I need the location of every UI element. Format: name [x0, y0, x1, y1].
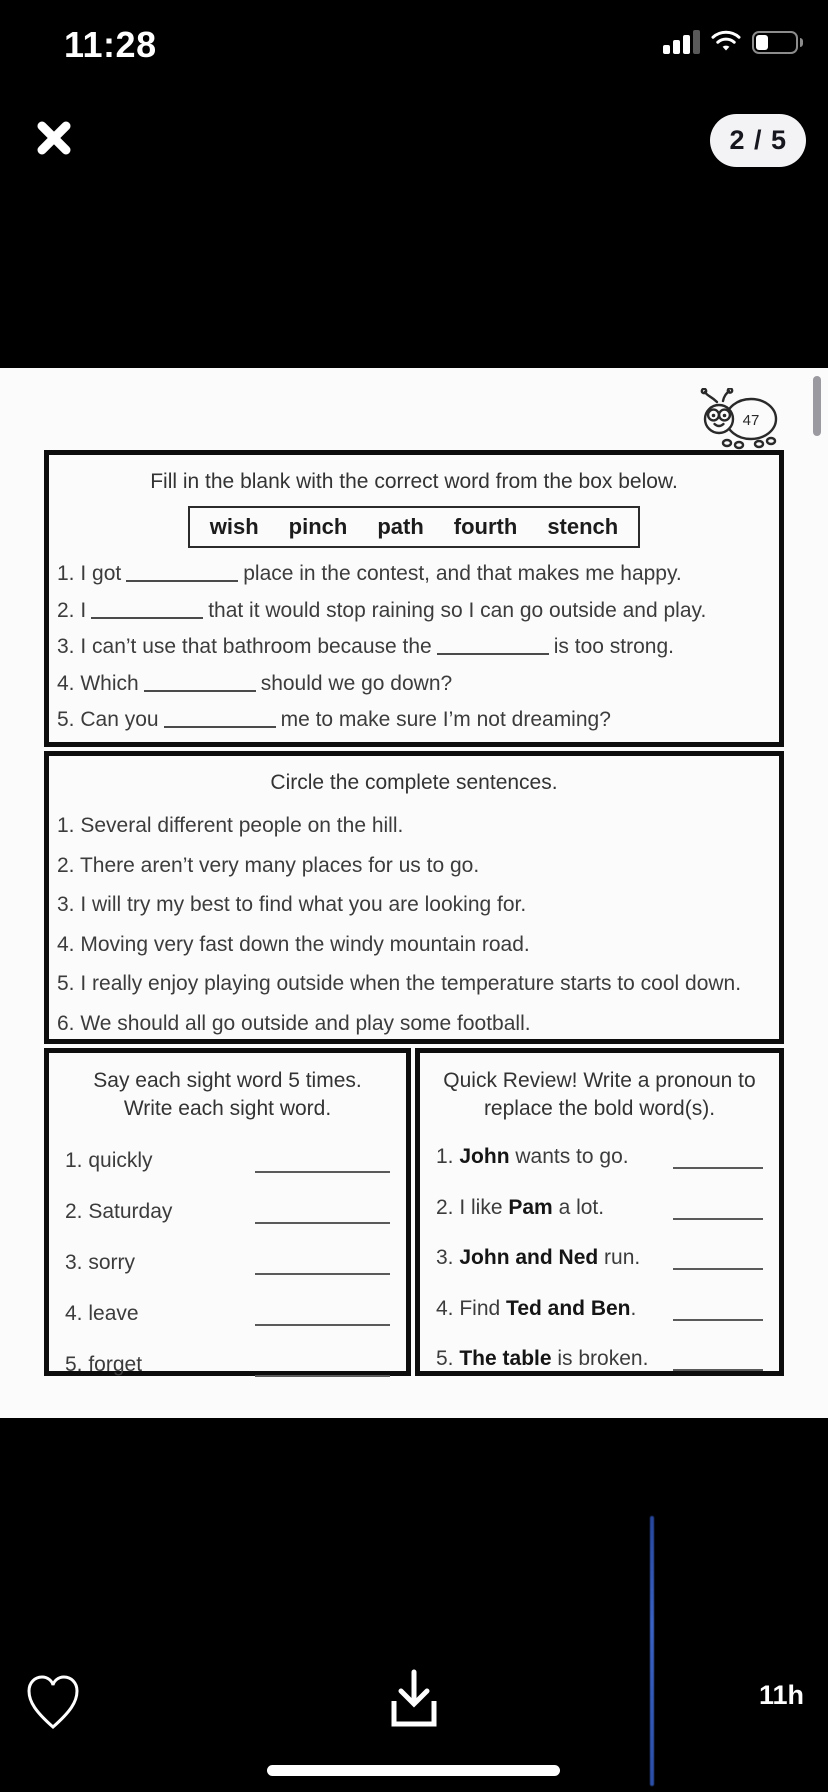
sight-word-item [65, 1251, 390, 1275]
fill-in-blank-item [57, 599, 779, 623]
word-bank-word: path [377, 514, 424, 539]
download-icon [386, 1668, 442, 1732]
page-number: 47 [742, 412, 760, 429]
section-sight-words [44, 1048, 411, 1376]
section-quick-review [415, 1048, 784, 1376]
item-text: place in the contest, and that makes me happy. [243, 562, 682, 585]
answer-blank [255, 1208, 390, 1224]
answer-blank [673, 1254, 763, 1270]
sentence-item: 2. There aren’t very many places for us to go. [57, 853, 480, 877]
sentence-item: 6. We should all go outside and play some football. [57, 1011, 531, 1035]
pronoun-item [436, 1297, 763, 1321]
answer-blank [91, 600, 203, 619]
answer-blank [126, 563, 238, 582]
section-fill-in-blank [44, 450, 784, 747]
answer-blank [437, 636, 549, 655]
fill-in-blank-item [57, 672, 779, 696]
item-text: is too strong. [553, 635, 674, 658]
answer-blank [255, 1310, 390, 1326]
fill-in-blank-item [57, 708, 779, 732]
pronoun-list [436, 1145, 763, 1371]
download-button[interactable] [386, 1668, 442, 1732]
sentence-item: 5. I really enjoy playing outside when the temperature starts to cool down. [57, 972, 742, 995]
sentence-item: 1. Several different people on the hill. [57, 814, 404, 837]
section-title: Circle the complete sentences. [270, 771, 558, 794]
item-text: 4. Which [57, 671, 139, 695]
pronoun-item [436, 1196, 763, 1220]
item-text: 4. leave [65, 1302, 139, 1325]
item-text: 2. Saturday [65, 1200, 173, 1223]
item-text: 5. The table is broken. [436, 1347, 649, 1370]
item-text: 5. forget [65, 1353, 143, 1376]
pronoun-item [436, 1145, 763, 1169]
word-bank [188, 506, 640, 548]
word-bank-word: fourth [453, 514, 518, 539]
item-text: 2. I like Pam a lot. [436, 1195, 605, 1219]
item-text: 3. I can’t use that bathroom because the [57, 635, 432, 658]
status-icons [663, 30, 798, 54]
wifi-icon [710, 30, 742, 54]
item-text: should we go down? [260, 671, 453, 695]
sight-word-item [65, 1149, 390, 1173]
answer-blank [164, 709, 276, 728]
sight-word-item [65, 1353, 390, 1377]
fill-in-blank-item [57, 562, 779, 586]
clock: 11:28 [64, 24, 157, 65]
sentence-list [57, 814, 779, 1036]
item-text: that it would stop raining so I can go outside and play. [208, 598, 707, 622]
word-bank-word: wish [209, 514, 259, 539]
sight-word-item [65, 1302, 390, 1326]
item-text: 1. I got [57, 562, 122, 585]
item-text: me to make sure I’m not dreaming? [280, 708, 611, 731]
item-text: 1. quickly [65, 1149, 153, 1172]
close-icon [34, 118, 74, 158]
answer-blank [673, 1204, 763, 1220]
word-bank-word: stench [547, 514, 619, 539]
heart-icon [24, 1672, 82, 1734]
blue-scratch-artifact [650, 1516, 654, 1786]
item-text: 5. Can you [57, 708, 159, 731]
answer-blank [673, 1153, 763, 1169]
sentence-item: 3. I will try my best to find what you are looking for. [57, 893, 527, 916]
item-text: 2. I [57, 598, 87, 622]
sight-word-item [65, 1200, 390, 1224]
section-title: Fill in the blank with the correct word from the box below. [150, 470, 678, 493]
item-text: 1. John wants to go. [436, 1145, 629, 1168]
answer-blank [255, 1259, 390, 1275]
scrollbar-thumb[interactable] [813, 376, 821, 436]
item-text: 3. sorry [65, 1251, 136, 1274]
like-button[interactable] [24, 1672, 82, 1734]
battery-icon [752, 31, 798, 54]
fill-in-blank-item [57, 635, 779, 659]
item-text: 3. John and Ned run. [436, 1246, 641, 1269]
answer-blank [673, 1355, 763, 1371]
sight-word-list [65, 1149, 390, 1377]
home-indicator[interactable] [267, 1765, 560, 1776]
section-title: Say each sight word 5 times. Write each sight word. [93, 1069, 362, 1120]
answer-blank [255, 1157, 390, 1173]
bug-illustration [697, 388, 781, 450]
cellular-signal-icon [663, 30, 700, 54]
answer-blank [144, 673, 256, 692]
answer-blank [255, 1361, 390, 1377]
item-text: 4. Find Ted and Ben. [436, 1296, 637, 1320]
close-button[interactable] [34, 118, 74, 158]
worksheet-page[interactable] [0, 368, 828, 1418]
fill-in-blank-list [57, 562, 779, 732]
answer-blank [673, 1305, 763, 1321]
word-bank-word: pinch [288, 514, 348, 539]
pronoun-item [436, 1246, 763, 1270]
story-age-label: 11h [758, 1680, 804, 1710]
pronoun-item [436, 1347, 763, 1371]
section-circle-sentences [44, 751, 784, 1044]
sentence-item: 4. Moving very fast down the windy mountain road. [57, 932, 530, 956]
section-title: Quick Review! Write a pronoun to replace the bold word(s). [443, 1069, 756, 1120]
page-indicator: 2 / 5 [710, 114, 806, 167]
